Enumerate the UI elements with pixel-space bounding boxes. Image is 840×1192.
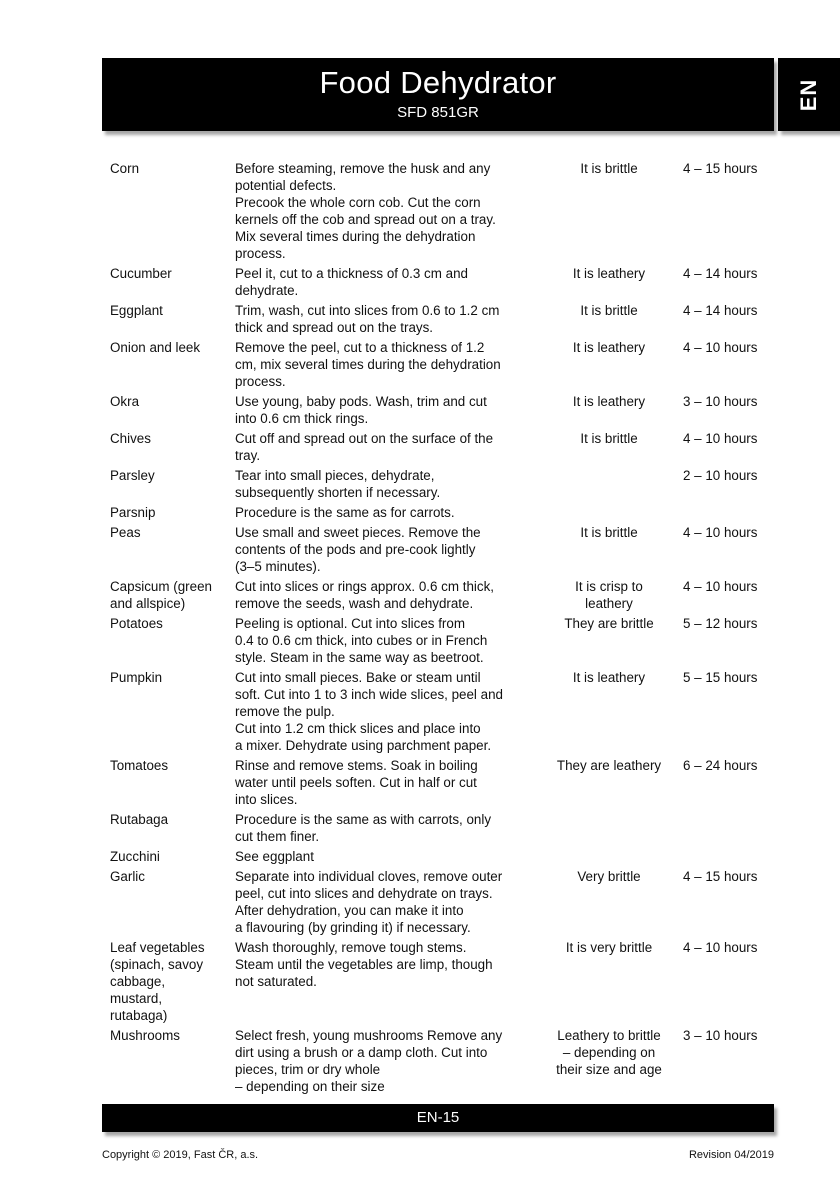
procedure-text: Tear into small pieces, dehydrate, subsequently shorten if necessary. [235, 468, 441, 500]
dryness-state: It is brittle [580, 431, 638, 446]
vegetable-name: Chives [110, 431, 151, 446]
drying-time [683, 811, 790, 845]
copyright-text: Copyright © 2019, Fast ČR, a.s. [102, 1149, 259, 1161]
dryness-state: It is leathery [572, 670, 646, 685]
dehydration-table [110, 160, 790, 1098]
dryness-state [535, 467, 683, 501]
dryness-state [535, 848, 683, 865]
table-row [110, 669, 790, 754]
table-row [110, 160, 790, 262]
drying-time: 4 – 10 hours [683, 940, 758, 955]
drying-time: 3 – 10 hours [683, 394, 758, 409]
vegetable-name: Pumpkin [110, 670, 163, 685]
vegetable-name: Parsley [110, 468, 155, 483]
procedure-text: Peeling is optional. Cut into slices from 0.4 to 0.6 cm thick, into cubes or in French style. Steam in the same way as beetroot. [235, 616, 488, 665]
procedure-text: Procedure is the same as with carrots, only cut them finer. [235, 812, 492, 844]
model-number: SFD 851GR [397, 104, 479, 121]
page-header [102, 58, 774, 131]
dryness-state: It is crisp to leathery [575, 579, 643, 611]
vegetable-name: Cucumber [110, 266, 172, 281]
dryness-state [535, 811, 683, 845]
procedure-text: Trim, wash, cut into slices from 0.6 to 1.2 cm thick and spread out on the trays. [235, 303, 500, 335]
table-row [110, 339, 790, 390]
vegetable-name: Corn [110, 161, 140, 176]
document-title: Food Dehydrator [319, 65, 557, 100]
table-row [110, 524, 790, 575]
table-row [110, 393, 790, 427]
procedure-text: Use small and sweet pieces. Remove the contents of the pods and pre-cook lightly (3–5 minutes). [235, 525, 481, 574]
revision-text: Revision 04/2019 [688, 1149, 774, 1161]
drying-time: 2 – 10 hours [683, 468, 758, 483]
procedure-text: Cut off and spread out on the surface of the tray. [235, 431, 494, 463]
table-row [110, 868, 790, 936]
procedure-text: Peel it, cut to a thickness of 0.3 cm and dehydrate. [235, 266, 468, 298]
procedure-text: Before steaming, remove the husk and any potential defects. Precook the whole corn cob. Cut the corn kernels off the cob and spread out on a tray. Mix several times during the dehydration process. [235, 161, 496, 261]
table-row [110, 757, 790, 808]
procedure-text: Remove the peel, cut to a thickness of 1.2 cm, mix several times during the dehydration process. [235, 340, 501, 389]
vegetable-name: Peas [110, 525, 141, 540]
table-row [110, 1027, 790, 1095]
vegetable-name: Capsicum (green and allspice) [110, 579, 212, 611]
vegetable-name: Onion and leek [110, 340, 201, 355]
drying-time [683, 504, 790, 521]
drying-time: 4 – 10 hours [683, 340, 758, 355]
vegetable-name: Leaf vegetables (spinach, savoy cabbage, mustard, rutabaga) [110, 940, 205, 1023]
dryness-state: It is brittle [580, 161, 638, 176]
procedure-text: Separate into individual cloves, remove outer peel, cut into slices and dehydrate on trays. After dehydration, you can make it into a flavouring (by grinding it) if necessary. [235, 869, 503, 935]
table-row [110, 578, 790, 612]
table-row [110, 939, 790, 1024]
vegetable-name: Garlic [110, 869, 145, 884]
table-row [110, 265, 790, 299]
drying-time: 5 – 15 hours [683, 670, 758, 685]
drying-time: 4 – 15 hours [683, 869, 758, 884]
vegetable-name: Okra [110, 394, 140, 409]
dryness-state: Leathery to brittle – depending on their size and age [556, 1028, 662, 1077]
procedure-text: Wash thoroughly, remove tough stems. Steam until the vegetables are limp, though not saturated. [235, 940, 493, 989]
table-row [110, 848, 790, 865]
dryness-state: It is leathery [572, 394, 646, 409]
dryness-state [535, 504, 683, 521]
language-tab [778, 58, 840, 131]
procedure-text: Rinse and remove stems. Soak in boiling water until peels soften. Cut in half or cut into slices. [235, 758, 478, 807]
vegetable-name: Parsnip [110, 505, 156, 520]
vegetable-name: Tomatoes [110, 758, 169, 773]
drying-time: 4 – 14 hours [683, 266, 758, 281]
vegetable-name: Eggplant [110, 303, 163, 318]
dryness-state: It is leathery [572, 340, 646, 355]
drying-time: 4 – 10 hours [683, 525, 758, 540]
drying-time: 5 – 12 hours [683, 616, 758, 631]
drying-time [683, 848, 790, 865]
table-row [110, 430, 790, 464]
procedure-text: Cut into small pieces. Bake or steam until soft. Cut into 1 to 3 inch wide slices, peel and remove the pulp. Cut into 1.2 cm thick slices and place into a mixer. Dehydrate using parchment paper. [235, 670, 503, 753]
dryness-state: It is leathery [572, 266, 646, 281]
vegetable-name: Rutabaga [110, 812, 169, 827]
drying-time: 3 – 10 hours [683, 1028, 758, 1043]
procedure-text: Procedure is the same as for carrots. [235, 505, 455, 520]
drying-time: 4 – 10 hours [683, 431, 758, 446]
vegetable-name: Potatoes [110, 616, 163, 631]
dryness-state: It is brittle [580, 525, 638, 540]
dryness-state: It is very brittle [565, 940, 653, 955]
drying-time: 4 – 15 hours [683, 161, 758, 176]
vegetable-name: Mushrooms [110, 1028, 180, 1043]
dryness-state: Very brittle [577, 869, 641, 884]
dryness-state: They are leathery [556, 758, 662, 773]
table-row [110, 302, 790, 336]
page-number: EN-15 [416, 1109, 460, 1126]
dryness-state: It is brittle [580, 303, 638, 318]
language-code: EN [796, 78, 821, 111]
vegetable-name: Zucchini [110, 849, 160, 864]
procedure-text: Cut into slices or rings approx. 0.6 cm thick, remove the seeds, wash and dehydrate. [235, 579, 494, 611]
dryness-state: They are brittle [564, 616, 654, 631]
procedure-text: Use young, baby pods. Wash, trim and cut into 0.6 cm thick rings. [235, 394, 487, 426]
table-row [110, 467, 790, 501]
drying-time: 4 – 14 hours [683, 303, 758, 318]
procedure-text: Select fresh, young mushrooms Remove any dirt using a brush or a damp cloth. Cut into pieces, trim or dry whole – depending on their size [235, 1028, 503, 1094]
drying-time: 4 – 10 hours [683, 579, 758, 594]
drying-time: 6 – 24 hours [683, 758, 758, 773]
table-row [110, 504, 790, 521]
procedure-text: See eggplant [235, 849, 314, 864]
table-row [110, 615, 790, 666]
page-number-bar [102, 1104, 774, 1132]
table-row [110, 811, 790, 845]
